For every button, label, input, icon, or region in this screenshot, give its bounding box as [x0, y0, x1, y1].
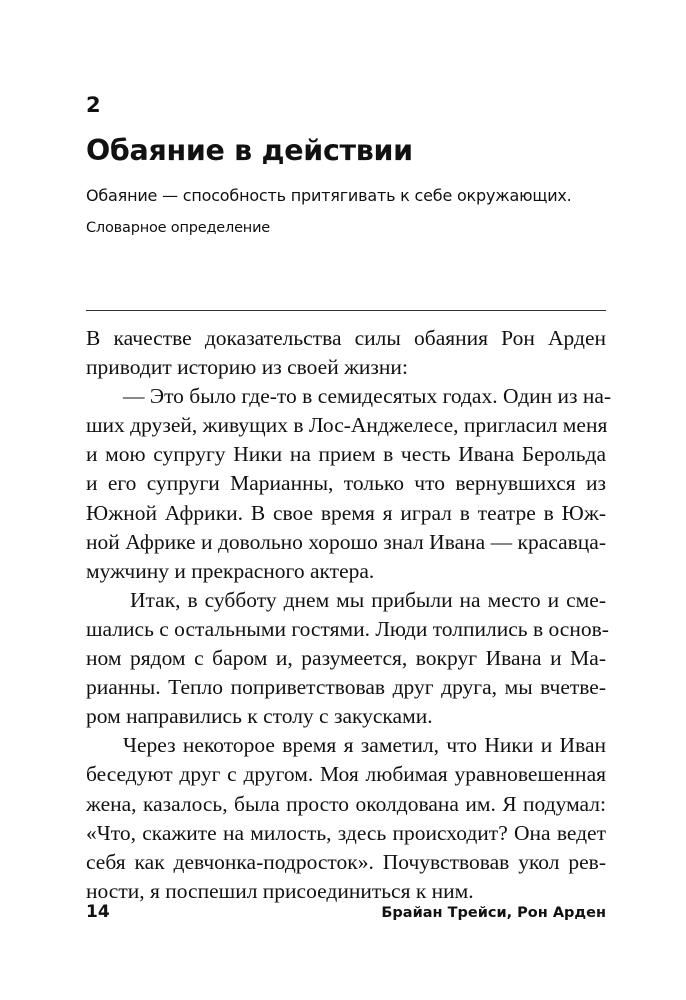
body-line: ной Африке и довольно хорошо знал Ивана — красавца- [86, 529, 606, 554]
body-line: ности, я поспешил присоединиться к ним. [86, 878, 474, 903]
body-line: ром направились к столу с закусками. [86, 704, 433, 729]
chapter-title: Обаяние в действии [86, 134, 413, 167]
divider [86, 310, 606, 311]
body-line: ших друзей, живущих в Лос-Анджелесе, пригласил меня [86, 413, 608, 438]
chapter-number: 2 [86, 93, 101, 117]
body-line: Южной Африки. В свое время я играл в театре в Юж- [86, 500, 606, 525]
body-line: рианны. Тепло поприветствовав друг друга, мы вчетве- [86, 675, 606, 700]
page-number: 14 [86, 902, 110, 922]
body-line: — Это было где-то в семидесятых годах. Один из на- [123, 384, 612, 409]
body-line: Через некоторое время я заметил, что Ники и Иван [123, 733, 606, 758]
body-line: приводит историю из своей жизни: [86, 355, 408, 380]
body-text [86, 324, 612, 906]
body-line: и его супруги Марианны, только что вернувшихся из [86, 471, 606, 496]
epigraph-source: Словарное определение [86, 220, 271, 236]
body-line: шались с остальными гостями. Люди толпились в основ- [86, 616, 609, 641]
body-line: ном рядом с баром и, разумеется, вокруг Ивана и Ма- [86, 646, 606, 671]
running-footer-authors: Брайан Трейси, Рон Арден [381, 905, 606, 921]
body-line: беседуют друг с другом. Моя любимая уравновешенная [86, 762, 606, 787]
body-line: и мою супругу Ники на прием в честь Ивана Берольда [86, 442, 606, 467]
body-line: «Что, скажите на милость, здесь происходит? Она ведет [86, 820, 606, 845]
body-line: себя как девчонка-подросток». Почувствовав укол рев- [86, 849, 606, 874]
body-line: В качестве доказательства силы обаяния Рон Арден [86, 326, 606, 350]
body-line: мужчину и прекрасного актера. [86, 558, 375, 583]
epigraph-text: Обаяние — способность притягивать к себе окружающих. [86, 186, 572, 205]
body-line: жена, казалось, была просто околдована им. Я подумал: [86, 791, 606, 816]
body-line: Итак, в субботу днем мы прибыли на место и сме- [130, 587, 606, 612]
